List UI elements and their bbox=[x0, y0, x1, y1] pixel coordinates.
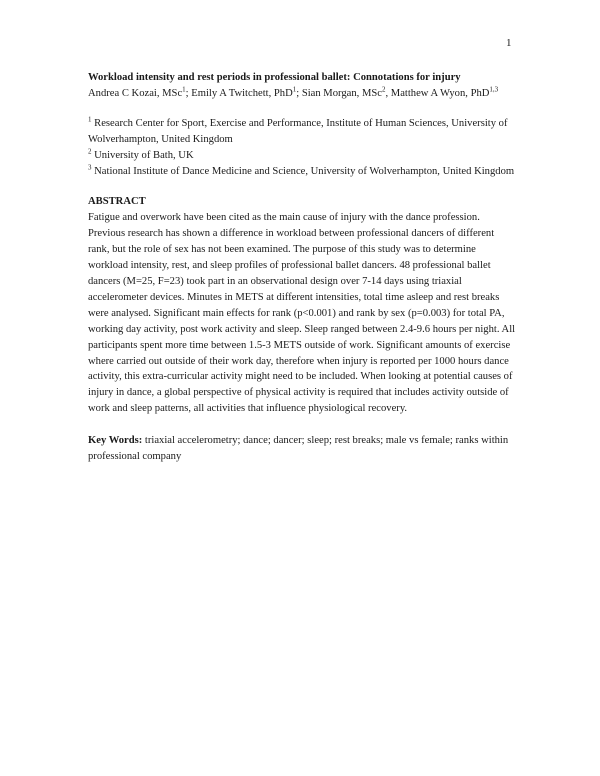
keywords-text: triaxial accelerometry; dance; dancer; sleep; rest breaks; male vs female; ranks within professional company bbox=[88, 435, 509, 463]
author-name: Andrea C Kozai, MSc bbox=[88, 87, 183, 99]
abstract-heading: ABSTRACT bbox=[88, 196, 146, 208]
affiliation-mark: 3 bbox=[88, 163, 92, 171]
page-number: 1 bbox=[506, 37, 512, 49]
author-affiliation-mark: 1 bbox=[182, 85, 186, 94]
author-affiliation-mark: 1,3 bbox=[489, 85, 499, 94]
paper-body bbox=[88, 70, 518, 476]
affiliation-text: Research Center for Sport, Exercise and Performance, Institute of Human Sciences, University of Wolverhampton, United Kingdom bbox=[88, 117, 508, 145]
keywords bbox=[88, 433, 518, 465]
affiliation-list bbox=[88, 116, 518, 180]
keywords-label: Key Words: bbox=[88, 435, 143, 447]
author-name: Sian Morgan, MSc bbox=[301, 87, 382, 99]
author-name: Emily A Twitchett, PhD bbox=[191, 87, 293, 99]
author-separator: ; bbox=[296, 87, 302, 99]
affiliation-item bbox=[88, 116, 518, 148]
author-separator: ; bbox=[185, 87, 192, 99]
affiliation-text: National Institute of Dance Medicine and Science, University of Wolverhampton, United Kingdom bbox=[94, 165, 515, 177]
author-affiliation-mark: 1 bbox=[292, 85, 297, 94]
author-name: Matthew A Wyon, PhD bbox=[390, 87, 490, 99]
author-affiliation-mark: 2 bbox=[381, 85, 386, 94]
author-separator: , bbox=[385, 87, 391, 99]
author-list bbox=[88, 86, 518, 102]
affiliation-text: University of Bath, UK bbox=[94, 149, 194, 161]
affiliation-mark: 1 bbox=[88, 115, 92, 124]
abstract-text: Fatigue and overwork have been cited as the main cause of injury with the dance profession. Previous research has shown a difference in workload between professional dancers of different rank, but the role of sex has not been examined. The purpose of this study was to determine workload intensity, rest, and sleep profiles of professional ballet dancers. 48 professional ballet dancers (M=25, F=23) took part in an observational design over 7-14 days using triaxial accelerometer devices. Minutes in METS at different intensities, total time asleep and rest breaks were analysed. Significant main effects for rank (p<0.001) and rank by sex (p=0.003) for total PA, working day activity, post work activity and sleep. Sleep ranged between 2.4-9.6 hours per night. All participants spent more time between 1.5-3 METS outside of work. Significant amounts of exercise where carried out outside of their work day, therefore when injury is reported per 1000 hours dance activity, this extra-curricular activity might need to be included. When looking at potential causes of injury in dance, a global perspective of physical activity is required that includes activity outside of work and sleep patterns, all activities that influence physiological recovery. bbox=[88, 212, 516, 415]
paper-title: Workload intensity and rest periods in professional ballet: Connotations for injury bbox=[88, 72, 461, 83]
affiliation-mark: 2 bbox=[88, 147, 92, 156]
affiliation-item bbox=[88, 148, 518, 164]
affiliation-item bbox=[88, 164, 518, 180]
